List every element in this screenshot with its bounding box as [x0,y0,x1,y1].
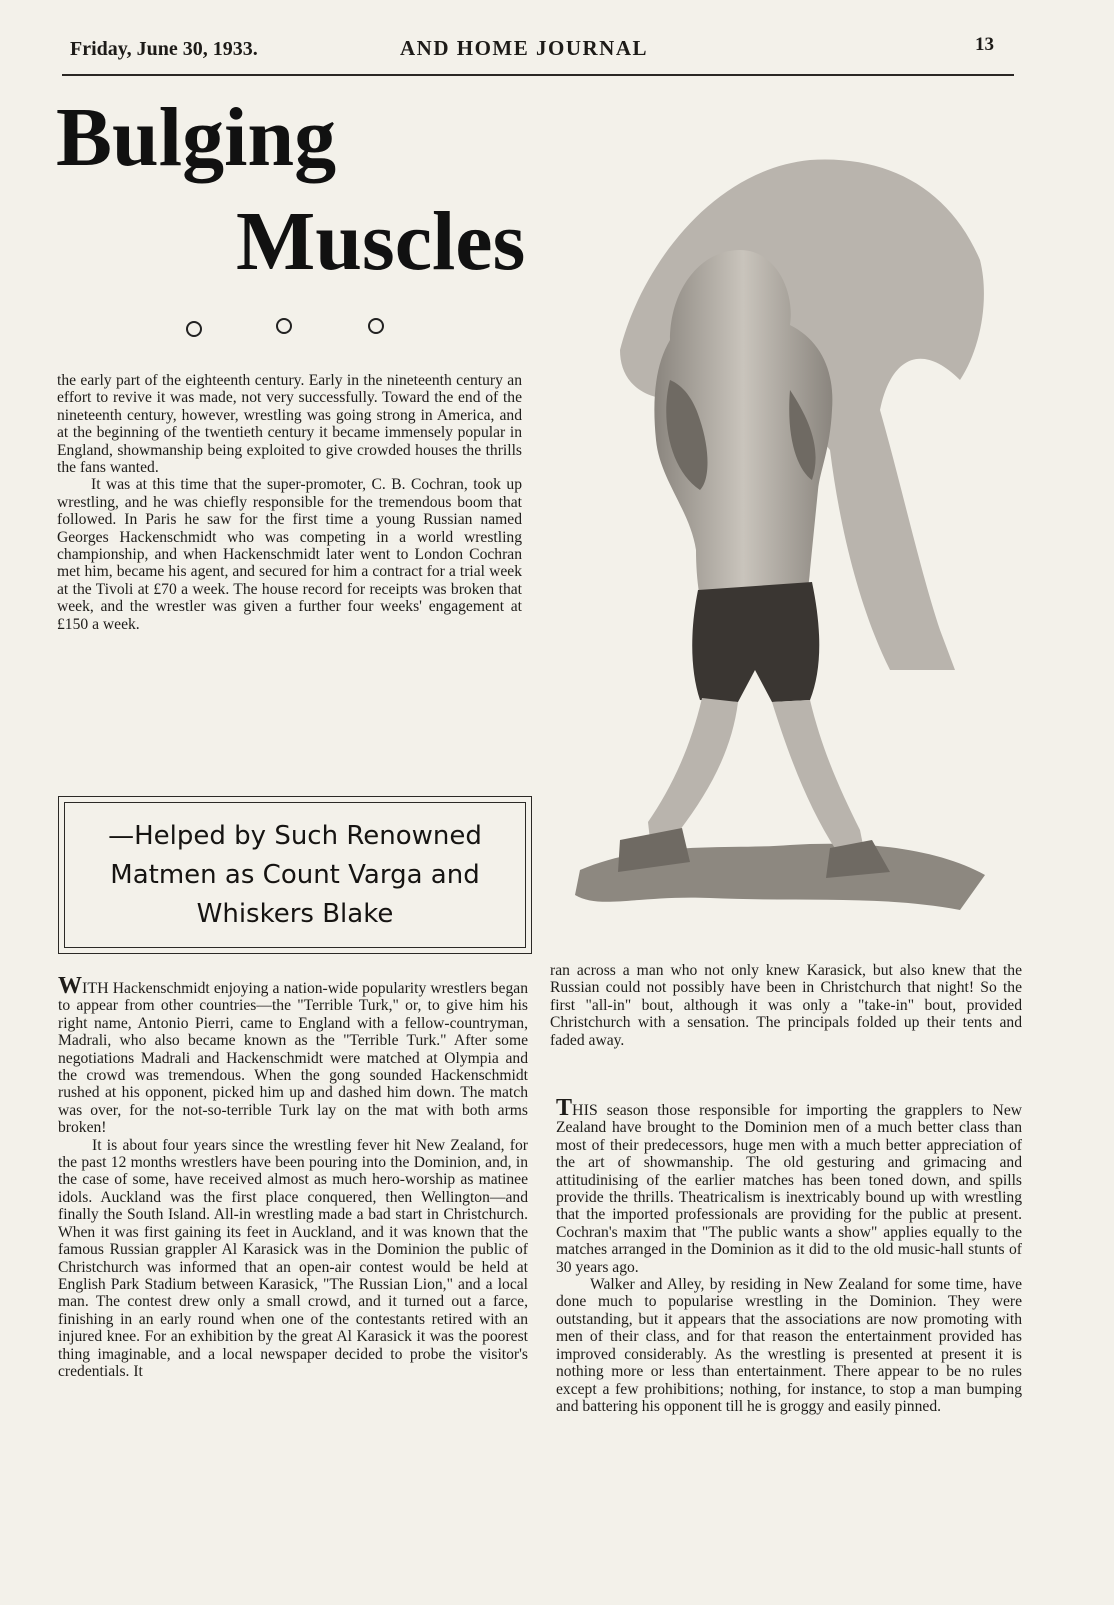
ornament-circle-icon [368,318,384,334]
small-caps: HIS [572,1102,598,1119]
intro-paragraph: It was at this time that the super-promoter, C. B. Cochran, took up wrestling, and he was chiefly responsible for the tremendous boom that followed. In Paris he saw for the first time a young Russian named Georges Hackenschmidt who was competing in a world wrestling championship, and when Hackenschmidt later went to London Cochran met him, became his agent, and secured for him a contract for a trial week at the Tivoli at £70 a week. The house record for receipts was broken that week, and the wrestler was given a further four weeks' engagement at £150 a week. [57,476,522,633]
body-paragraph: ran across a man who not only knew Karasick, but also knew that the Russian could not possibly have been in Christchurch that night! So the first "all-in" bout, although it was only a "take-in" bout, provided Christchurch with a sensation. The principals folded up their tents and faded away. [550,962,1022,1049]
drop-cap: W [58,973,82,999]
lead-paragraph-text: Hackenschmidt enjoying a nation-wide popularity wrestlers began to appear from other countries—the "Terrible Turk," or, to give him his right name, Antonio Pierri, came to England with a fellow-countryman, Madrali, who also became known as the "Terrible Turk." After some negotiations Madrali and Hackenschmidt were matched at Olympia and the crowd was tremendous. When the gong sounded Hackenschmidt rushed at his opponent, picked him up and dashed him down. The match was over, for the not-so-terrible Turk lay on the mat with both arms broken! [58,980,528,1137]
wrestler-photo [560,150,1000,930]
drop-cap: T [556,1095,573,1121]
journal-name: AND HOME JOURNAL [400,36,648,60]
pull-quote-box [58,796,532,954]
body-paragraph: It is about four years since the wrestling fever hit New Zealand, for the past 12 months wrestlers have been pouring into the Dominion, and, in the case of some, have received almost as much hero-worship as matinee idols. Auckland was the first place conquered, then Wellington—and finally the South Island. All-in wrestling made a bad start in Christchurch. When it was first gaining its feet in Auckland, and it was known that the famous Russian grappler Al Karasick was in the Dominion the public of Christchurch was informed that an open-air contest would be held at English Park Stadium between Karasick, "The Russian Lion," and a local man. The contest drew only a small crowd, and it turned out a farce, finishing in an early round when one of the contestants retired with an injured knee. For an exhibition by the great Al Karasick it was the poorest thing imaginable, and a local newspaper decided to probe the visitor's credentials. It [58,1136,528,1380]
headline-line-1: Bulging [56,91,337,184]
section-ornaments [178,318,418,340]
right-lower-column [556,1095,1022,1415]
lead-paragraph [58,973,528,1137]
lead-paragraph [556,1095,1022,1276]
pull-quote-text: —Helped by Such Renowned Matmen as Count Varga and Whiskers Blake [64,802,526,948]
intro-column [57,372,522,633]
page-number: 13 [975,34,994,55]
intro-paragraph: the early part of the eighteenth century. Early in the nineteenth century an effort to revive it was made, not very successfully. Toward the end of the nineteenth century, however, wrestling was going strong in America, and at the beginning of the twentieth century it became immensely popular in England, showmanship being exploited to give crowded houses the thrills the fans wanted. [57,372,522,477]
ornament-circle-icon [186,321,202,337]
lead-paragraph-text: season those responsible for importing the grapplers to New Zealand have brought to the Dominion men of a much better class than most of their predecessors, huge men with a much better appreciation of the art of showmanship. The old gesturing and grimacing and attitudinising of the earlier matches has been toned down, and spills provide the thrills. Theatricalism is inextricably bound up with wrestling that the imported professionals are providing for the public at present. Cochran's maxim that "The public wants a show" applies equally to the matches arranged in the Dominion as it did to the old music-hall stunts of 30 years ago. [556,1102,1022,1276]
issue-date: Friday, June 30, 1933. [70,38,258,60]
right-upper-column [550,962,1022,1049]
headline-line-2: Muscles [236,195,526,288]
small-caps: ITH [82,980,109,997]
left-lower-column [58,973,528,1380]
body-paragraph: Walker and Alley, by residing in New Zealand for some time, have done much to popularise wrestling in the Dominion. They were outstanding, but it appears that the associations are now promoting with men of their class, and for that reason the entertainment provided has improved considerably. As the wrestling is presented at present it is nothing more or less than entertainment. There appear to be no rules except a few prohibitions; nothing, for instance, to stop a man bumping and battering his opponent till he is groggy and easily pinned. [556,1276,1022,1415]
page-header [62,34,1014,76]
ornament-circle-icon [276,318,292,334]
